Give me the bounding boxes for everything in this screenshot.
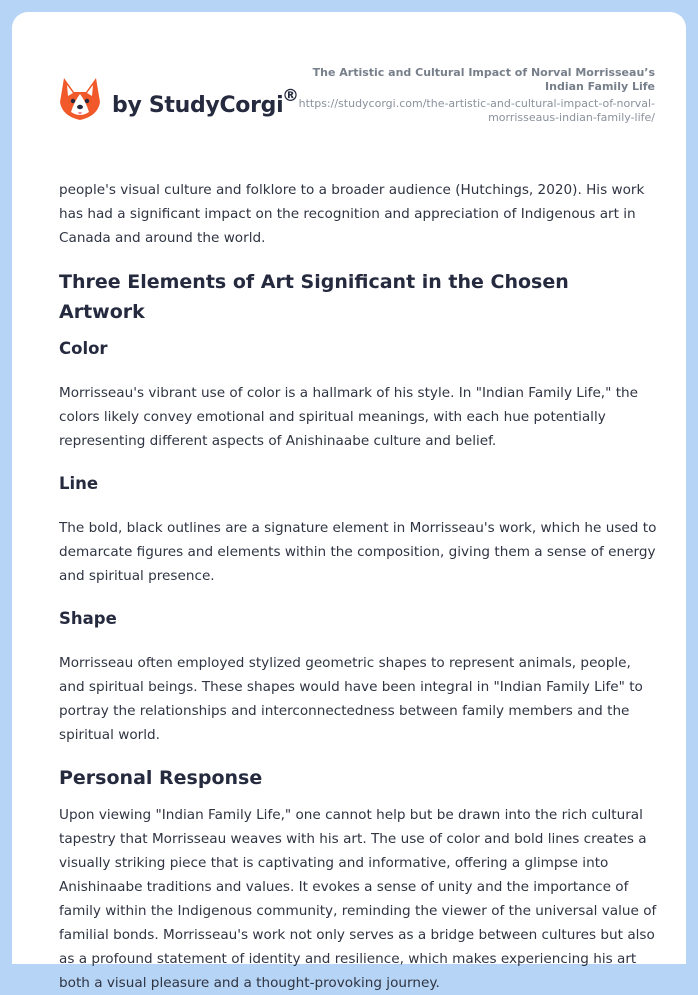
registered-mark: ®: [282, 86, 299, 106]
document-title: The Artistic and Cultural Impact of Norval Morrisseau’s Indian Family Life: [312, 66, 655, 93]
page-header: [12, 12, 686, 162]
brand-name: by StudyCorgi: [112, 93, 284, 118]
document-meta: [295, 66, 655, 125]
response-heading: Personal Response: [59, 767, 263, 789]
intro-paragraph: people's visual culture and folklore to a broader audience (Hutchings, 2020). His work has had a significant impact on the recognition and appreciation of Indigenous art in Canada and around the world.: [59, 182, 645, 246]
response-paragraph: Upon viewing "Indian Family Life," one cannot help but be drawn into the rich cultural tapestry that Morrisseau weaves with his art. The use of color and bold lines creates a visually striking piece that is captivating and informative, offering a glimpse into Anishinaabe traditions and values. It evokes a sense of unity and the importance of family within the Indigenous community, reminding the viewer of the universal value of familial bonds. Morrisseau's work not only serves as a bridge between cultures but also as a profound statement of identity and resilience, which makes experiencing his art both a visual pleasure and a thought-provoking journey.: [59, 807, 657, 991]
document-body: [59, 178, 659, 995]
color-heading: Color: [59, 339, 108, 358]
corgi-head-icon: [60, 76, 100, 122]
studycorgi-logo[interactable]: [60, 76, 310, 126]
line-paragraph: The bold, black outlines are a signature element in Morrisseau's work, which he used to demarcate figures and elements within the composition, giving them a sense of energy and spiritual presence.: [59, 520, 657, 584]
shape-paragraph: Morrisseau often employed stylized geometric shapes to represent animals, people, and spiritual beings. These shapes would have been integral in "Indian Family Life" to portray the relationships and interconnectedness between family members and the spiritual world.: [59, 655, 643, 743]
line-heading: Line: [59, 474, 99, 493]
document-url[interactable]: https://studycorgi.com/the-artistic-and-cultural-impact-of-norval-morrisseaus-indian-family-life/: [298, 97, 655, 124]
document-page: [12, 12, 686, 991]
section-heading: Three Elements of Art Significant in the Chosen Artwork: [59, 271, 569, 323]
color-paragraph: Morrisseau's vibrant use of color is a hallmark of his style. In "Indian Family Life," the colors likely convey emotional and spiritual meanings, with each hue potentially representing different aspects of Anishinaabe culture and belief.: [59, 385, 639, 449]
shape-heading: Shape: [59, 609, 117, 628]
